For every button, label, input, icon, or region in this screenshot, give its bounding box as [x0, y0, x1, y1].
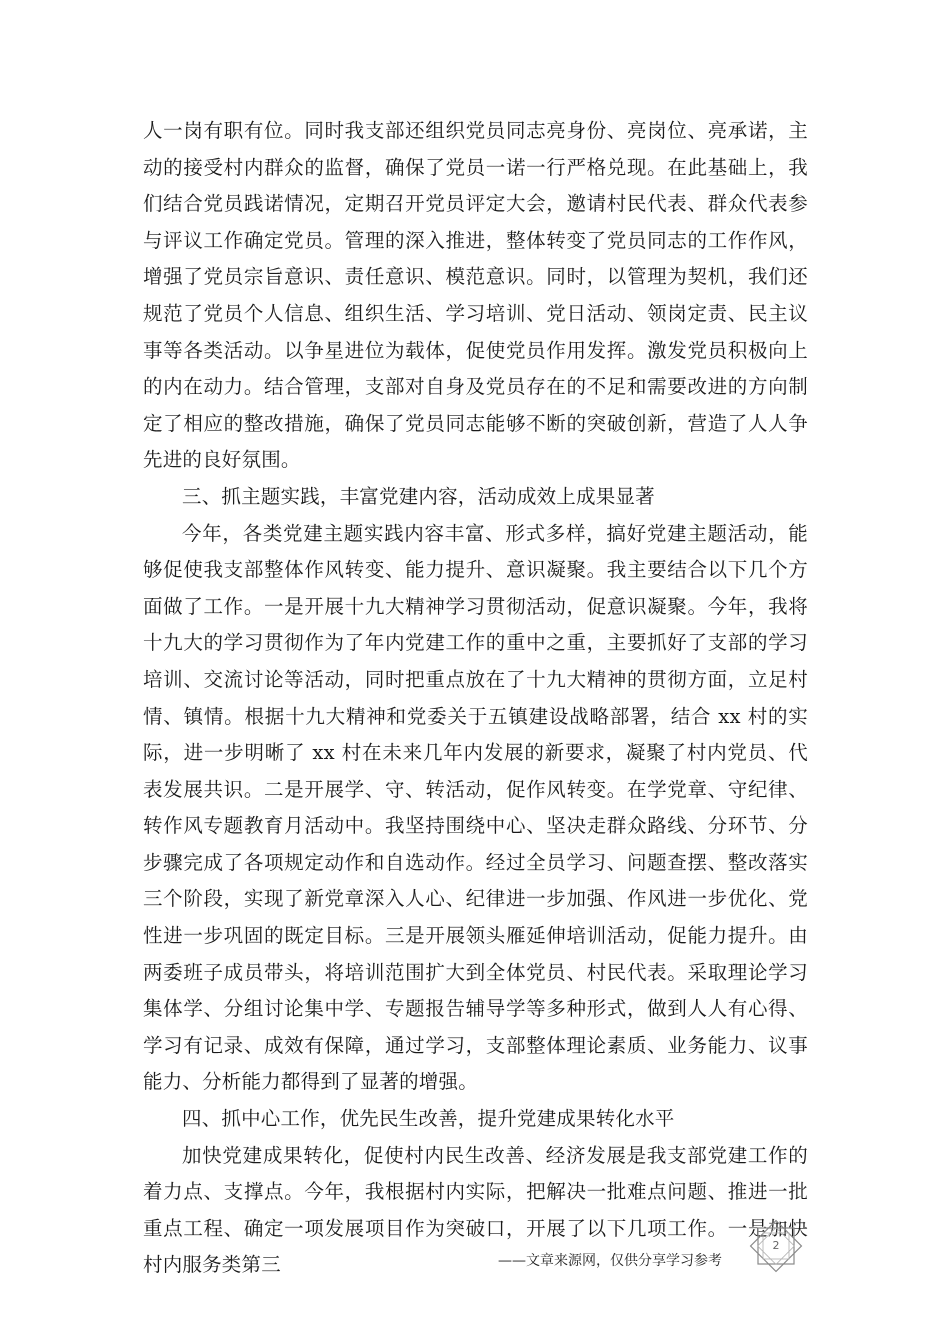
footer-source-note: ——文章来源网，仅供分享学习参考: [498, 1253, 722, 1269]
paragraph-2: 今年，各类党建主题实践内容丰富、形式多样，搞好党建主题活动，能够促使我支部整体作风转变、能力提升、意识凝聚。我主要结合以下几个方面做了工作。一是开展十九大精神学习贯彻活动，促意识凝聚。今年，我将十九大的学习贯彻作为了年内党建工作的重中之重，主要抓好了支部的学习培训、交流讨论等活动，同时把重点放在了十九大精神的贯彻方面，立足村情、镇情。根据十九大精神和党委关于五镇建设战略部署，结合 xx 村的实际，进一步明晰了 xx 村在未来几年内发展的新要求，凝聚了村内党员、代表发展共识。二是开展学、守、转活动，促作风转变。在学党章、守纪律、转作风专题教育月活动中。我坚持围绕中心、坚决走群众路线、分环节、分步骤完成了各项规定动作和自选动作。经过全员学习、问题查摆、整改落实三个阶段，实现了新党章深入人心、纪律进一步加强、作风进一步优化、党性进一步巩固的既定目标。三是开展领头雁延伸培训活动，促能力提升。由两委班子成员带头，将培训范围扩大到全体党员、村民代表。采取理论学习集体学、分组讨论集中学、专题报告辅导学等多种形式，做到人人有心得、学习有记录、成效有保障，通过学习，支部整体理论素质、业务能力、议事能力、分析能力都得到了显著的增强。: [143, 521, 808, 1094]
page-number-badge: [748, 1218, 804, 1274]
paragraph-1: 人一岗有职有位。同时我支部还组织党员同志亮身份、亮岗位、亮承诺，主动的接受村内群众的监督，确保了党员一诺一行严格兑现。在此基础上，我们结合党员践诺情况，定期召开党员评定大会，邀请村民代表、群众代表参与评议工作确定党员。管理的深入推进，整体转变了党员同志的工作作风，增强了党员宗旨意识、责任意识、模范意识。同时，以管理为契机，我们还规范了党员个人信息、组织生活、学习培训、党日活动、领岗定责、民主议事等各类活动。以争星进位为载体，促使党员作用发挥。激发党员积极向上的内在动力。结合管理，支部对自身及党员存在的不足和需要改进的方向制定了相应的整改措施，确保了党员同志能够不断的突破创新，营造了人人争先进的良好氛围。: [143, 119, 808, 472]
page-footer: [0, 1239, 950, 1308]
section-heading-4: 四、抓中心工作，优先民生改善，提升党建成果转化水平: [182, 1107, 675, 1131]
page-number: 2: [772, 1239, 780, 1252]
document-body: [143, 113, 808, 1284]
section-heading-3: 三、抓主题实践，丰富党建内容，活动成效上成果显著: [182, 484, 655, 508]
paragraph-3: 加快党建成果转化，促使村内民生改善、经济发展是我支部党建工作的着力点、支撑点。今年，我根据村内实际，把解决一批难点问题、推进一批重点工程、确定一项发展项目作为突破口，开展了以下几项工作。一是加快村内服务类第三: [143, 1143, 808, 1277]
